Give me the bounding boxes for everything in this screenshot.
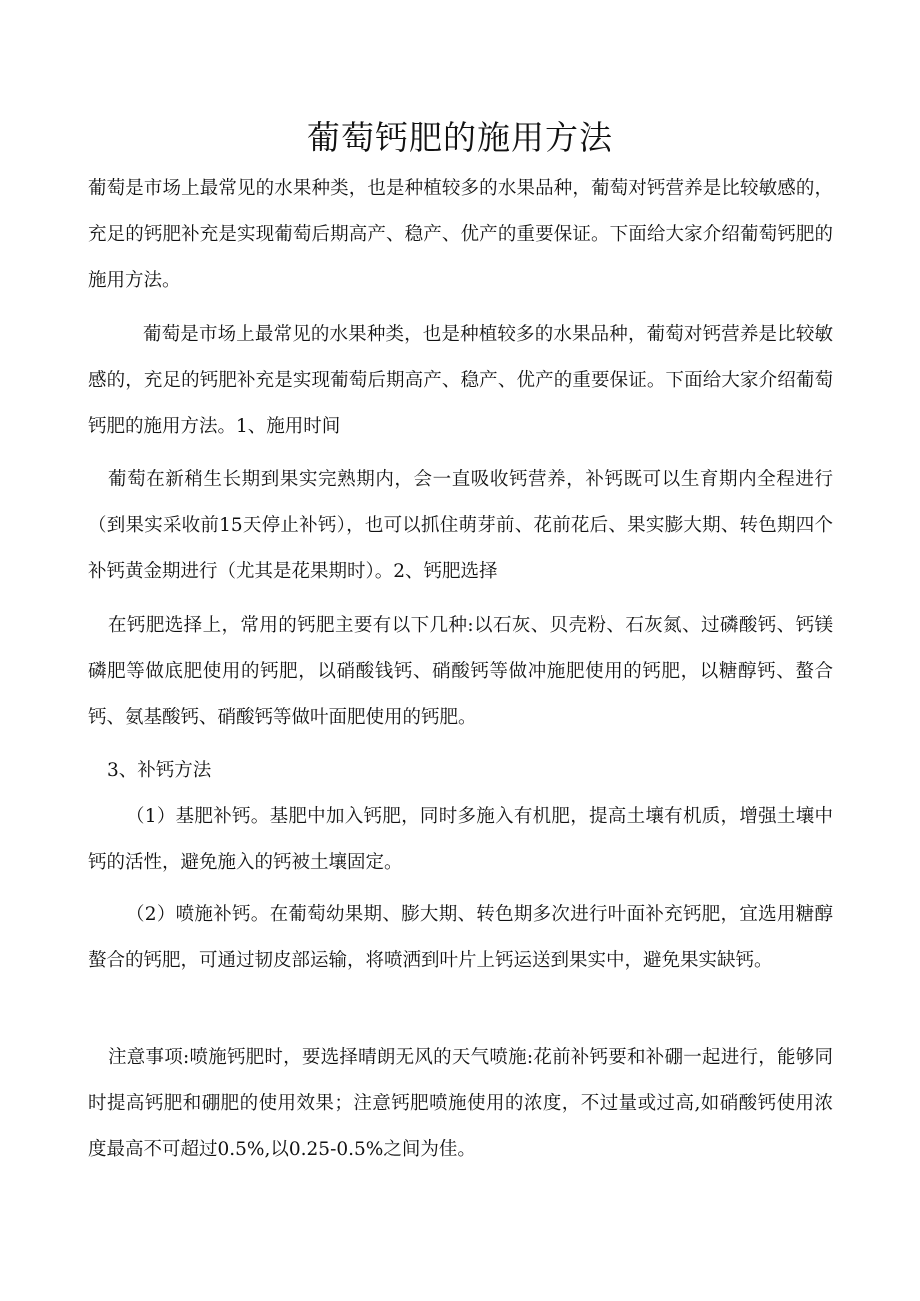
notes-paragraph: 注意事项:喷施钙肥时，要选择晴朗无风的天气喷施:花前补钙要和补硼一起进行，能够同时提高钙肥和硼肥的使用效果；注意钙肥喷施使用的浓度，不过量或过高,如硝酸钙使用浓度最高不可超过0.5%,以0.25-0.5%之间为佳。 (88, 1047, 833, 1160)
method-2-paragraph: （2）喷施补钙。在葡萄幼果期、膨大期、转色期多次进行叶面补充钙肥，宜选用糖醇螯合的钙肥，可通过韧皮部运输，将喷洒到叶片上钙运送到果实中，避免果实缺钙。 (88, 904, 833, 971)
selection-paragraph: 在钙肥选择上，常用的钙肥主要有以下几种:以石灰、贝壳粉、石灰氮、过磷酸钙、钙镁磷肥等做底肥使用的钙肥，以硝酸钱钙、硝酸钙等做冲施肥使用的钙肥，以糖醇钙、螯合钙、氨基酸钙、硝酸钙等做叶面肥使用的钙肥。 (88, 615, 833, 728)
method-heading: 3、补钙方法 (107, 760, 212, 781)
document-title: 葡萄钙肥的施用方法 (307, 118, 613, 157)
intro-repeat-paragraph: 葡萄是市场上最常见的水果种类，也是种植较多的水果品种，葡萄对钙营养是比较敏感的，充足的钙肥补充是实现葡萄后期高产、稳产、优产的重要保证。下面给大家介绍葡萄钙肥的施用方法。1、施用时间 (88, 324, 833, 437)
method-1-paragraph: （1）基肥补钙。基肥中加入钙肥，同时多施入有机肥，提高土壤有机质，增强土壤中钙的活性，避免施入的钙被土壤固定。 (88, 806, 833, 873)
timing-paragraph: 葡萄在新稍生长期到果实完熟期内，会一直吸收钙营养，补钙既可以生育期内全程进行（到果实采收前15天停止补钙），也可以抓住萌芽前、花前花后、果实膨大期、转色期四个补钙黄金期进行（尤其是花果期时）。2、钙肥选择 (88, 469, 833, 582)
intro-paragraph: 葡萄是市场上最常见的水果种类，也是种植较多的水果品种，葡萄对钙营养是比较敏感的，充足的钙肥补充是实现葡萄后期高产、稳产、优产的重要保证。下面给大家介绍葡萄钙肥的施用方法。 (88, 178, 833, 291)
